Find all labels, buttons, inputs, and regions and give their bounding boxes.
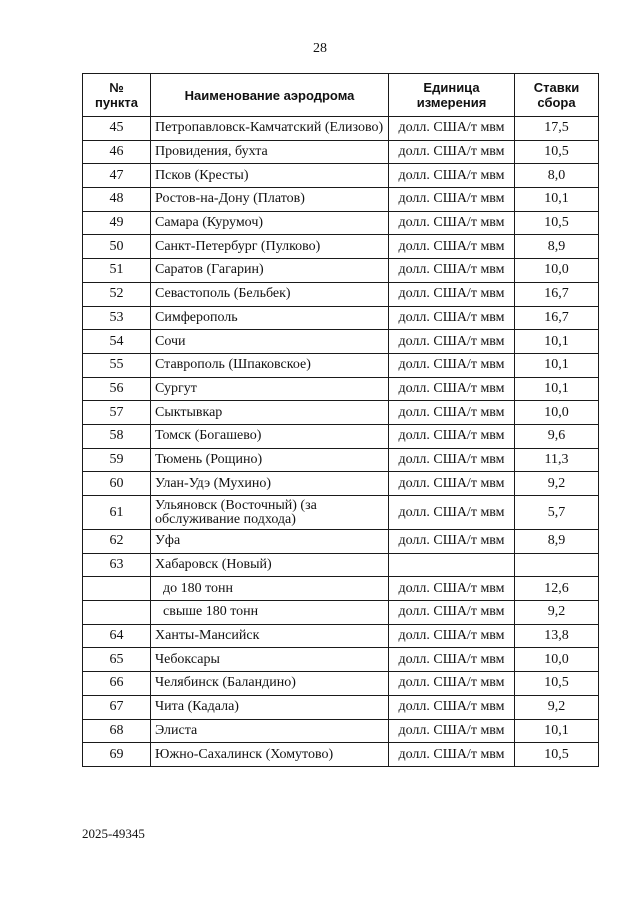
cell-aerodrome-name: Петропавловск-Камчатский (Елизово) (151, 117, 389, 141)
cell-rate: 10,1 (515, 188, 599, 212)
cell-aerodrome-name: Челябинск (Баландино) (151, 672, 389, 696)
cell-aerodrome-name: Провидения, бухта (151, 140, 389, 164)
cell-item-number: 64 (83, 624, 151, 648)
cell-rate: 10,1 (515, 719, 599, 743)
table-row (83, 601, 599, 625)
cell-item-number: 67 (83, 695, 151, 719)
table-row (83, 553, 599, 577)
cell-aerodrome-name: Уфа (151, 530, 389, 554)
cell-unit: долл. США/т мвм (389, 164, 515, 188)
cell-rate: 10,0 (515, 259, 599, 283)
table-row (83, 330, 599, 354)
cell-item-number: 59 (83, 448, 151, 472)
cell-rate: 11,3 (515, 448, 599, 472)
table-row (83, 472, 599, 496)
table-row (83, 353, 599, 377)
cell-unit: долл. США/т мвм (389, 377, 515, 401)
cell-unit: долл. США/т мвм (389, 672, 515, 696)
cell-aerodrome-name: Ростов-на-Дону (Платов) (151, 188, 389, 212)
cell-unit (389, 553, 515, 577)
cell-item-number: 65 (83, 648, 151, 672)
table-row (83, 496, 599, 530)
cell-unit: долл. США/т мвм (389, 577, 515, 601)
cell-aerodrome-name: Симферополь (151, 306, 389, 330)
cell-item-number: 54 (83, 330, 151, 354)
cell-unit: долл. США/т мвм (389, 719, 515, 743)
cell-rate: 9,2 (515, 695, 599, 719)
cell-unit: долл. США/т мвм (389, 330, 515, 354)
table-row (83, 672, 599, 696)
cell-rate: 8,0 (515, 164, 599, 188)
cell-unit: долл. США/т мвм (389, 259, 515, 283)
cell-aerodrome-name: Томск (Богашево) (151, 424, 389, 448)
header-aerodrome-name: Наименование аэродрома (151, 74, 389, 117)
cell-rate: 10,5 (515, 672, 599, 696)
cell-item-number: 69 (83, 743, 151, 767)
cell-aerodrome-name: свыше 180 тонн (151, 601, 389, 625)
cell-rate: 12,6 (515, 577, 599, 601)
cell-rate: 10,5 (515, 743, 599, 767)
table-row (83, 164, 599, 188)
cell-aerodrome-name: Самара (Курумоч) (151, 211, 389, 235)
cell-rate: 9,2 (515, 601, 599, 625)
cell-aerodrome-name: Севастополь (Бельбек) (151, 282, 389, 306)
cell-item-number: 68 (83, 719, 151, 743)
aerodrome-rates-table (82, 73, 599, 767)
cell-item-number: 61 (83, 496, 151, 530)
cell-item-number: 45 (83, 117, 151, 141)
cell-aerodrome-name: Сыктывкар (151, 401, 389, 425)
header-unit: Единица измерения (389, 74, 515, 117)
table-row (83, 577, 599, 601)
table-row (83, 719, 599, 743)
cell-unit: долл. США/т мвм (389, 188, 515, 212)
cell-rate: 9,6 (515, 424, 599, 448)
table-row (83, 401, 599, 425)
cell-rate: 10,0 (515, 401, 599, 425)
cell-unit: долл. США/т мвм (389, 353, 515, 377)
cell-rate: 10,5 (515, 140, 599, 164)
cell-unit: долл. США/т мвм (389, 117, 515, 141)
cell-aerodrome-name: Сургут (151, 377, 389, 401)
cell-item-number: 51 (83, 259, 151, 283)
cell-aerodrome-name: Тюмень (Рощино) (151, 448, 389, 472)
cell-item-number: 57 (83, 401, 151, 425)
cell-item-number: 48 (83, 188, 151, 212)
cell-rate: 16,7 (515, 306, 599, 330)
cell-aerodrome-name: Чита (Кадала) (151, 695, 389, 719)
cell-aerodrome-name: Ставрополь (Шпаковское) (151, 353, 389, 377)
cell-unit: долл. США/т мвм (389, 448, 515, 472)
cell-item-number: 52 (83, 282, 151, 306)
cell-unit: долл. США/т мвм (389, 424, 515, 448)
cell-unit: долл. США/т мвм (389, 530, 515, 554)
cell-rate: 5,7 (515, 496, 599, 530)
cell-unit: долл. США/т мвм (389, 472, 515, 496)
cell-unit: долл. США/т мвм (389, 648, 515, 672)
table-row (83, 188, 599, 212)
cell-unit: долл. США/т мвм (389, 211, 515, 235)
cell-rate: 8,9 (515, 235, 599, 259)
table-row (83, 211, 599, 235)
document-id: 2025-49345 (82, 826, 145, 841)
cell-rate: 10,1 (515, 330, 599, 354)
cell-rate (515, 553, 599, 577)
cell-aerodrome-name: до 180 тонн (151, 577, 389, 601)
cell-unit: долл. США/т мвм (389, 235, 515, 259)
cell-aerodrome-name: Псков (Кресты) (151, 164, 389, 188)
cell-item-number: 63 (83, 553, 151, 577)
cell-item-number: 47 (83, 164, 151, 188)
cell-unit: долл. США/т мвм (389, 140, 515, 164)
table-row (83, 424, 599, 448)
table-row (83, 282, 599, 306)
table-row (83, 259, 599, 283)
cell-unit: долл. США/т мвм (389, 282, 515, 306)
cell-aerodrome-name: Ульяновск (Восточный) (за обслуживание подхода) (151, 496, 389, 530)
cell-aerodrome-name: Чебоксары (151, 648, 389, 672)
cell-unit: долл. США/т мвм (389, 743, 515, 767)
table-row (83, 695, 599, 719)
cell-item-number: 53 (83, 306, 151, 330)
cell-aerodrome-name: Сочи (151, 330, 389, 354)
table-row (83, 743, 599, 767)
table-row (83, 377, 599, 401)
cell-aerodrome-name: Хабаровск (Новый) (151, 553, 389, 577)
cell-item-number: 49 (83, 211, 151, 235)
cell-item-number: 58 (83, 424, 151, 448)
cell-aerodrome-name: Саратов (Гагарин) (151, 259, 389, 283)
cell-rate: 9,2 (515, 472, 599, 496)
table-body (83, 117, 599, 767)
table-row (83, 648, 599, 672)
table-row (83, 140, 599, 164)
cell-item-number: 46 (83, 140, 151, 164)
cell-unit: долл. США/т мвм (389, 496, 515, 530)
cell-unit: долл. США/т мвм (389, 695, 515, 719)
header-rate: Ставки сбора (515, 74, 599, 117)
cell-rate: 17,5 (515, 117, 599, 141)
table-row (83, 624, 599, 648)
table-row (83, 530, 599, 554)
cell-rate: 10,0 (515, 648, 599, 672)
cell-item-number: 62 (83, 530, 151, 554)
cell-rate: 10,1 (515, 353, 599, 377)
cell-rate: 10,5 (515, 211, 599, 235)
cell-aerodrome-name: Ханты-Мансийск (151, 624, 389, 648)
page-number: 28 (313, 41, 327, 56)
cell-rate: 10,1 (515, 377, 599, 401)
table-row (83, 117, 599, 141)
cell-aerodrome-name: Элиста (151, 719, 389, 743)
table-header-row (83, 74, 599, 117)
cell-rate: 8,9 (515, 530, 599, 554)
cell-aerodrome-name: Южно-Сахалинск (Хомутово) (151, 743, 389, 767)
cell-item-number: 56 (83, 377, 151, 401)
cell-item-number: 66 (83, 672, 151, 696)
cell-item-number (83, 601, 151, 625)
cell-unit: долл. США/т мвм (389, 601, 515, 625)
cell-unit: долл. США/т мвм (389, 306, 515, 330)
cell-rate: 16,7 (515, 282, 599, 306)
table-row (83, 306, 599, 330)
cell-item-number: 60 (83, 472, 151, 496)
table-row (83, 235, 599, 259)
cell-item-number: 55 (83, 353, 151, 377)
cell-item-number (83, 577, 151, 601)
cell-unit: долл. США/т мвм (389, 624, 515, 648)
table-row (83, 448, 599, 472)
cell-rate: 13,8 (515, 624, 599, 648)
header-item-number: № пункта (83, 74, 151, 117)
cell-unit: долл. США/т мвм (389, 401, 515, 425)
cell-aerodrome-name: Санкт-Петербург (Пулково) (151, 235, 389, 259)
cell-aerodrome-name: Улан-Удэ (Мухино) (151, 472, 389, 496)
cell-item-number: 50 (83, 235, 151, 259)
